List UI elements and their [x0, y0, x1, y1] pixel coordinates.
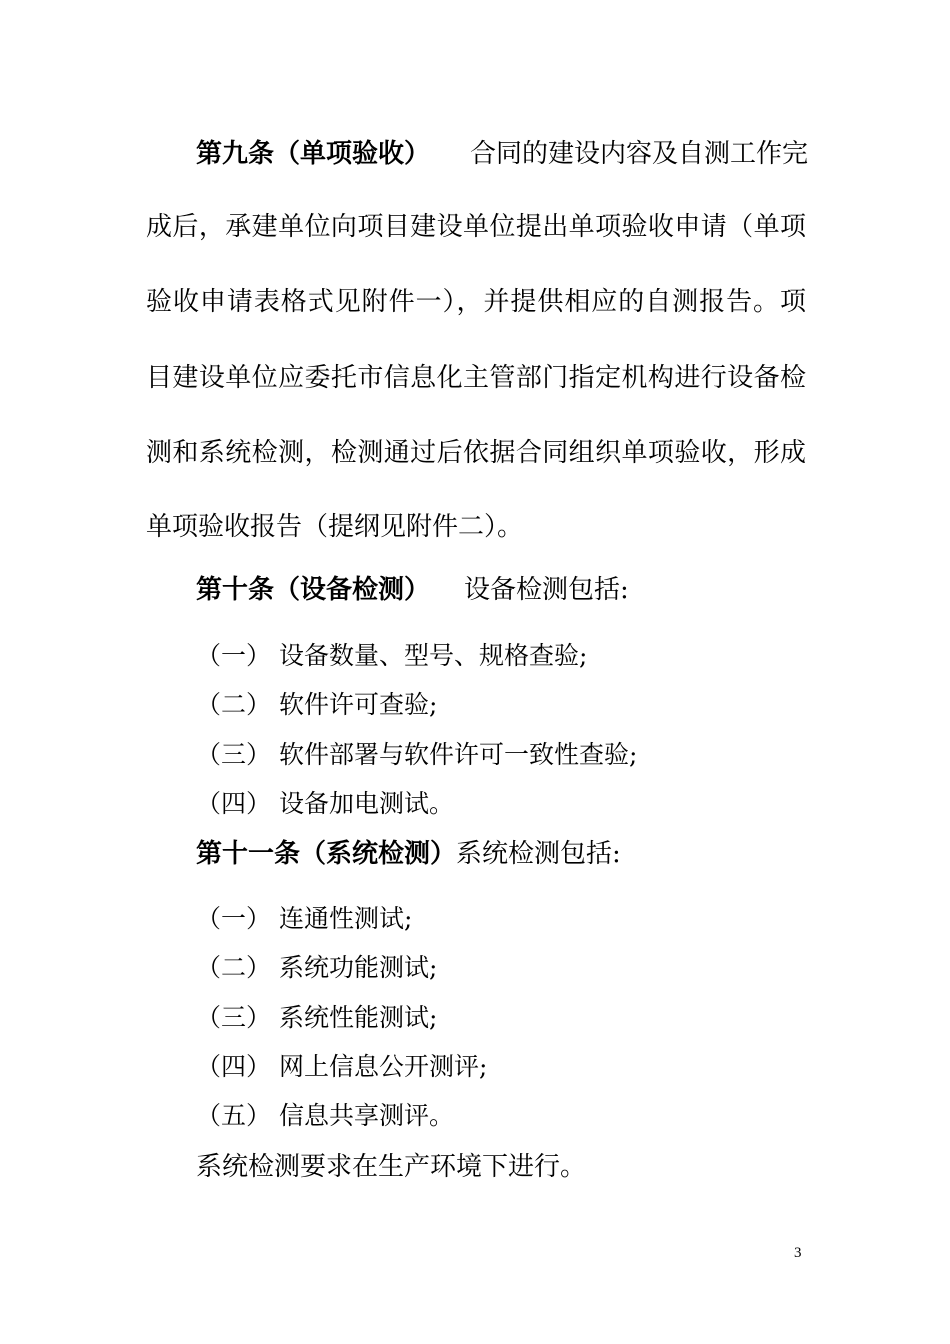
- list-item: （一） 设备数量、型号、规格查验;: [196, 641, 588, 670]
- list-item: （一） 连通性测试;: [196, 904, 413, 933]
- list-item: （二） 系统功能测试;: [196, 953, 438, 982]
- article9-text-line: 验收申请表格式见附件一），并提供相应的自测报告。项: [146, 287, 806, 317]
- article9-text-line: 单项验收报告（提纲见附件二）。: [146, 512, 524, 542]
- article11-heading: 第十一条（系统检测）: [196, 839, 457, 869]
- list-item: （三） 软件部署与软件许可一致性查验;: [196, 740, 638, 769]
- list-item: （二） 软件许可查验;: [196, 690, 438, 719]
- list-item: （三） 系统性能测试;: [196, 1003, 438, 1032]
- article9-text-line: 目建设单位应委托市信息化主管部门指定机构进行设备检: [146, 363, 806, 393]
- list-item: （四） 网上信息公开测评;: [196, 1052, 488, 1081]
- article11-intro: 系统检测包括:: [456, 839, 621, 869]
- list-item: （五） 信息共享测评。: [196, 1101, 454, 1130]
- article9-first-line: [196, 138, 809, 170]
- article9-text-line: 合同的建设内容及自测工作完: [470, 139, 809, 169]
- article9-text-line: 成后，承建单位向项目建设单位提出单项验收申请（单项: [146, 212, 806, 242]
- article11-first-line: [196, 838, 806, 870]
- page-number: 3: [794, 1245, 802, 1261]
- article9-heading: 第九条（单项验收）: [196, 139, 431, 169]
- list-item: （四） 设备加电测试。: [196, 789, 454, 818]
- article11-closing: 系统检测要求在生产环境下进行。: [196, 1152, 587, 1182]
- article10-first-line: [196, 574, 806, 606]
- article9-text-line: 测和系统检测，检测通过后依据合同组织单项验收，形成: [146, 438, 806, 468]
- article10-intro: 设备检测包括:: [464, 575, 629, 605]
- article10-heading: 第十条（设备检测）: [196, 575, 431, 605]
